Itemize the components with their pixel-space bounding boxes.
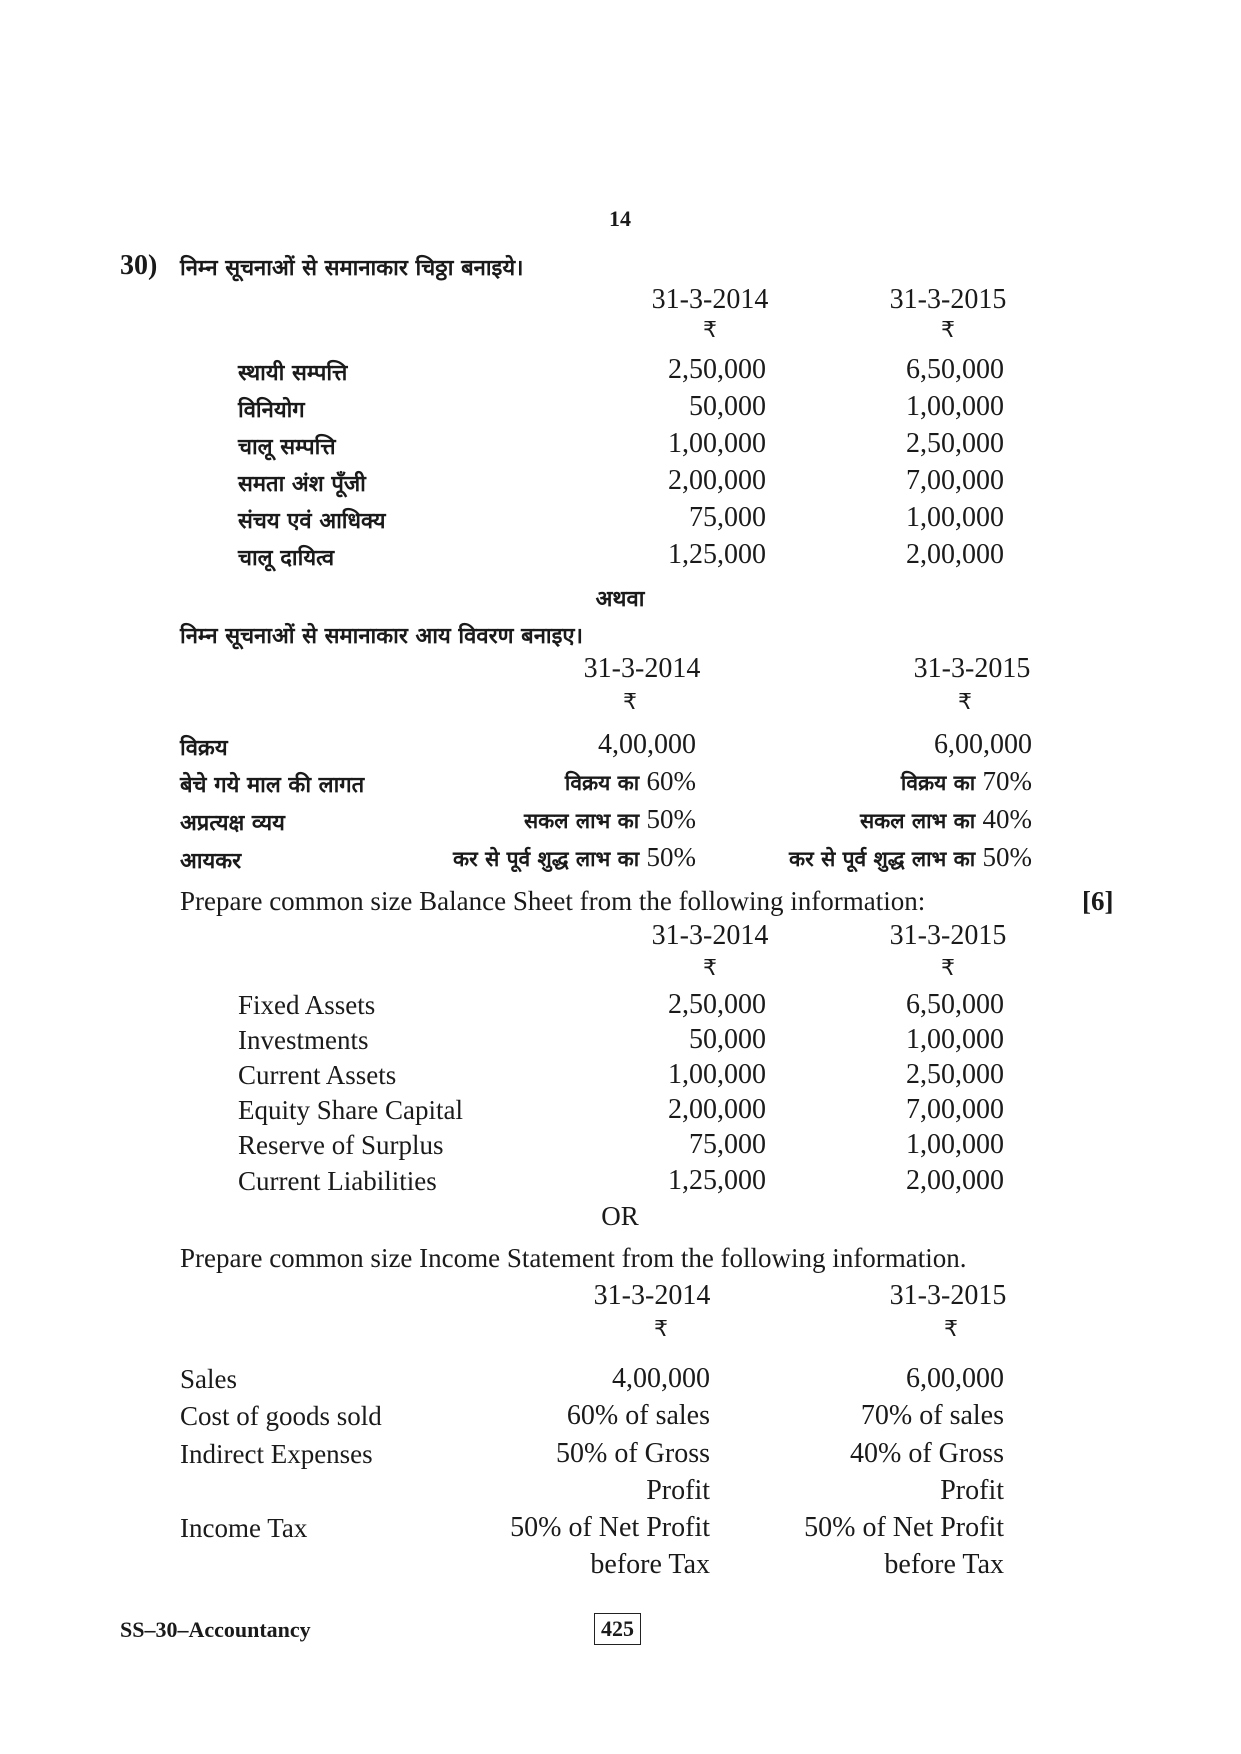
hi-is-row-label: अप्रत्यक्ष व्यय [180, 811, 285, 836]
hi-bs-row-v2: 2,00,000 [906, 539, 1004, 570]
hi-is-v2-num: 70% [982, 766, 1032, 796]
hi-is-row-label: बेचे गये माल की लागत [180, 773, 365, 798]
hi-is-v2-text: विक्रय का [900, 771, 976, 795]
hi-is-v2-num: 50% [982, 842, 1032, 872]
en-bs-col2-header: 31-3-2015 [889, 920, 1007, 951]
hi-bs-row-v1: 50,000 [689, 391, 766, 422]
en-bs-row-label: Current Assets [238, 1060, 397, 1090]
en-is-instruction: Prepare common size Income Statement from the following information. [180, 1243, 967, 1273]
en-is-row-v1: 60% of sales [566, 1400, 710, 1431]
en-is-row-v1-cont: Profit [646, 1475, 710, 1506]
hi-bs-row-label: चालू सम्पत्ति [238, 435, 336, 460]
hi-bs-row-v1: 75,000 [689, 502, 766, 533]
en-bs-row-v1: 1,25,000 [668, 1165, 766, 1196]
hi-is-v2-text: सकल लाभ का [859, 809, 976, 833]
en-is-row-v2: 6,00,000 [906, 1363, 1004, 1394]
hi-is-row-v2 [760, 766, 1032, 797]
hi-is-col1-currency: ₹ [623, 690, 637, 715]
hi-is-row-v2 [710, 842, 1032, 873]
hi-bs-row-v2: 7,00,000 [906, 465, 1004, 496]
hi-is-v1-num: 60% [646, 766, 696, 796]
en-is-col2-header: 31-3-2015 [889, 1280, 1007, 1311]
hi-is-v2-num: 40% [982, 804, 1032, 834]
hi-is-row-v1 [380, 842, 696, 873]
en-is-row-label: Indirect Expenses [180, 1439, 373, 1469]
en-bs-row-label: Investments [238, 1025, 369, 1055]
hi-bs-col1-currency: ₹ [703, 318, 717, 343]
hi-bs-row-v2: 1,00,000 [906, 391, 1004, 422]
en-is-row-v2: 70% of sales [860, 1400, 1004, 1431]
en-bs-row-label: Fixed Assets [238, 990, 376, 1020]
en-is-row-v1: 50% of Gross [556, 1438, 710, 1469]
en-bs-row-v1: 1,00,000 [668, 1059, 766, 1090]
hi-is-row-label: आयकर [180, 849, 242, 874]
hi-bs-row-label: संचय एवं आधिक्य [238, 509, 386, 534]
hi-bs-instruction: निम्न सूचनाओं से समानाकार चिठ्ठा बनाइये। [180, 256, 524, 281]
hi-is-row-v2: 6,00,000 [934, 729, 1032, 760]
en-bs-row-v1: 2,00,000 [668, 1094, 766, 1125]
en-bs-col1-header: 31-3-2014 [651, 920, 769, 951]
en-is-col2-currency: ₹ [944, 1317, 958, 1342]
en-bs-row-v2: 2,00,000 [906, 1165, 1004, 1196]
en-is-col1-currency: ₹ [654, 1317, 668, 1342]
hi-is-v1-text: सकल लाभ का [523, 809, 640, 833]
hi-is-col2-currency: ₹ [958, 690, 972, 715]
en-bs-row-v1: 2,50,000 [668, 989, 766, 1020]
hi-is-row-v2 [760, 804, 1032, 835]
hi-is-row-v1 [420, 766, 696, 797]
hi-is-v1-num: 50% [646, 842, 696, 872]
hi-bs-col1-header: 31-3-2014 [651, 284, 769, 315]
en-bs-row-label: Reserve of Surplus [238, 1130, 444, 1160]
en-bs-col1-currency: ₹ [703, 956, 717, 981]
en-is-row-v2: 40% of Gross [850, 1438, 1004, 1469]
en-bs-row-label: Current Liabilities [238, 1166, 437, 1196]
en-bs-instruction: Prepare common size Balance Sheet from the following information: [180, 886, 926, 916]
hi-is-v2-text: कर से पूर्व शुद्ध लाभ का [789, 847, 976, 871]
hi-bs-row-v1: 2,00,000 [668, 465, 766, 496]
hi-bs-row-label: विनियोग [238, 398, 305, 423]
hi-is-instruction: निम्न सूचनाओं से समानाकार आय विवरण बनाइए। [180, 624, 583, 649]
en-bs-row-v2: 1,00,000 [906, 1024, 1004, 1055]
marks-badge: [6] [1082, 886, 1114, 916]
hi-is-v1-num: 50% [646, 804, 696, 834]
hi-is-col2-header: 31-3-2015 [913, 653, 1031, 684]
hi-is-row-label: विक्रय [180, 736, 228, 761]
en-is-row-v1-cont: before Tax [590, 1549, 710, 1580]
en-or-divider: OR [601, 1201, 639, 1231]
en-is-row-v1: 4,00,000 [612, 1363, 710, 1394]
hi-bs-row-v1: 1,25,000 [668, 539, 766, 570]
hi-bs-row-v1: 2,50,000 [668, 354, 766, 385]
en-is-row-label: Cost of goods sold [180, 1401, 382, 1431]
footer-page-number: 425 [594, 1613, 641, 1645]
hi-bs-row-label: स्थायी सम्पत्ति [238, 361, 348, 386]
hi-bs-row-v2: 2,50,000 [906, 428, 1004, 459]
hi-is-col1-header: 31-3-2014 [583, 653, 701, 684]
en-is-row-v2-cont: before Tax [884, 1549, 1004, 1580]
en-bs-row-v2: 2,50,000 [906, 1059, 1004, 1090]
hi-bs-col2-header: 31-3-2015 [889, 284, 1007, 315]
en-is-row-v1: 50% of Net Profit [510, 1512, 710, 1543]
en-bs-row-v2: 1,00,000 [906, 1129, 1004, 1160]
hi-bs-row-label: समता अंश पूँजी [238, 472, 366, 497]
en-is-row-label: Sales [180, 1364, 237, 1394]
en-is-col1-header: 31-3-2014 [593, 1280, 711, 1311]
hi-bs-row-label: चालू दायित्व [238, 546, 335, 571]
hi-bs-row-v2: 6,50,000 [906, 354, 1004, 385]
hi-bs-row-v2: 1,00,000 [906, 502, 1004, 533]
page-top-number: 14 [609, 206, 631, 231]
en-bs-row-v1: 75,000 [689, 1129, 766, 1160]
en-bs-row-v2: 6,50,000 [906, 989, 1004, 1020]
en-is-row-label: Income Tax [180, 1513, 308, 1543]
en-bs-row-v2: 7,00,000 [906, 1094, 1004, 1125]
en-bs-col2-currency: ₹ [941, 956, 955, 981]
en-is-row-v2: 50% of Net Profit [804, 1512, 1004, 1543]
hi-bs-col2-currency: ₹ [941, 318, 955, 343]
en-bs-row-label: Equity Share Capital [238, 1095, 463, 1125]
hi-is-row-v1: 4,00,000 [598, 729, 696, 760]
hi-is-v1-text: कर से पूर्व शुद्ध लाभ का [453, 847, 640, 871]
hi-is-v1-text: विक्रय का [564, 771, 640, 795]
en-bs-row-v1: 50,000 [689, 1024, 766, 1055]
hi-bs-row-v1: 1,00,000 [668, 428, 766, 459]
footer-subject-code: SS–30–Accountancy [120, 1617, 311, 1642]
hi-is-row-v1 [420, 804, 696, 835]
hi-or-divider: अथवा [595, 587, 645, 612]
en-is-row-v2-cont: Profit [940, 1475, 1004, 1506]
question-number: 30) [120, 250, 158, 281]
